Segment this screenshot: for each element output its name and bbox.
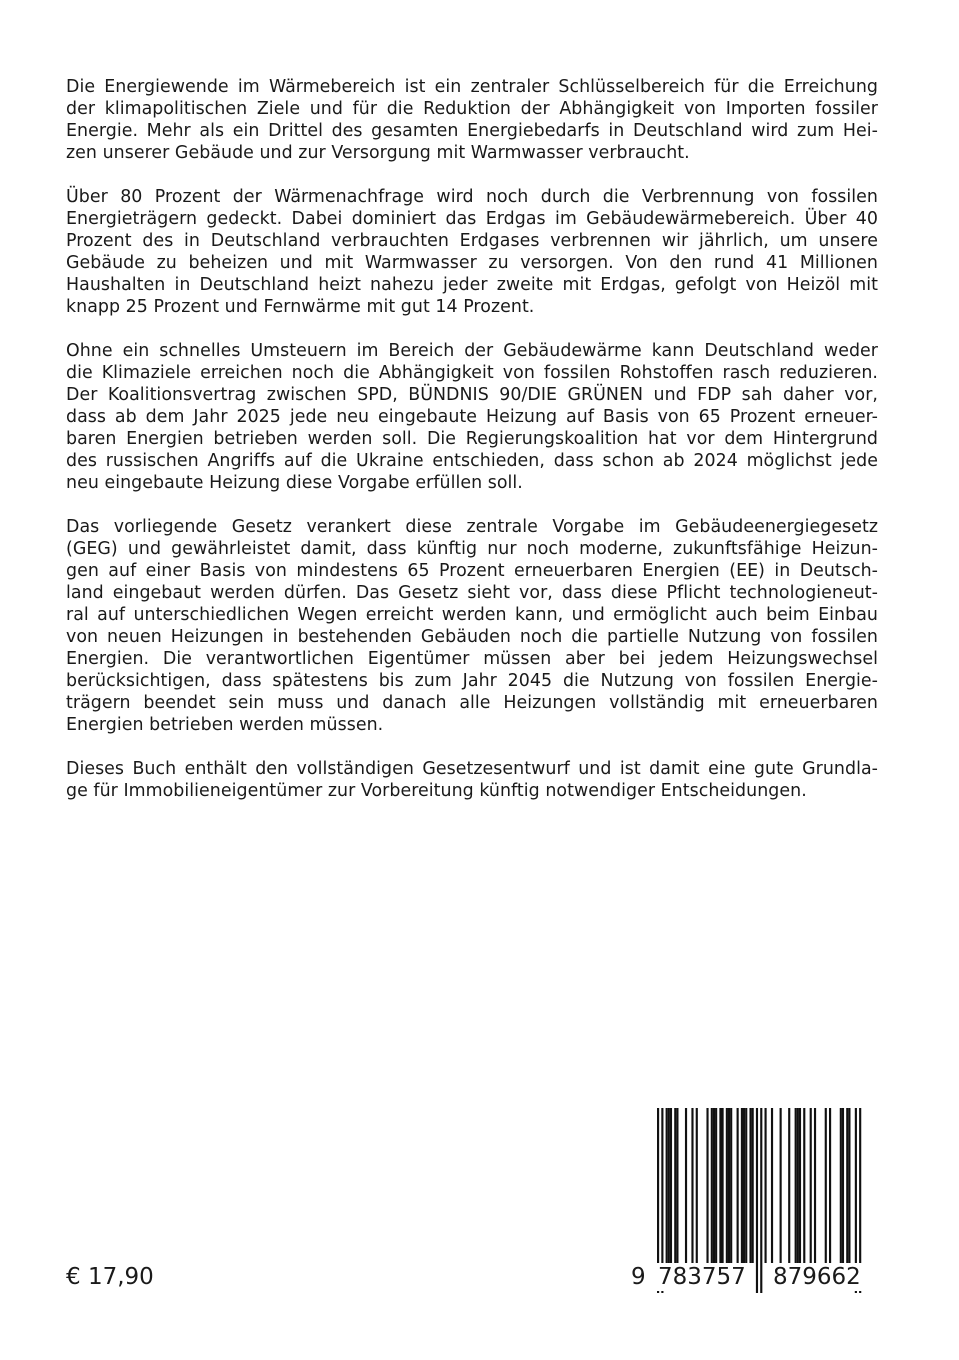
blurb-paragraph bbox=[66, 758, 878, 802]
blurb-line: ge für Immobilieneigentümer zur Vorbereitung künftig notwendiger Entscheidungen. bbox=[66, 781, 807, 801]
barcode-bar bbox=[814, 1108, 816, 1263]
blurb-line: Haushalten in Deutschland heizt nahezu jeder zweite mit Erdgas, gefolgt von Heizöl mit bbox=[66, 275, 878, 295]
barcode-bar bbox=[765, 1108, 767, 1263]
barcode-bar bbox=[788, 1108, 790, 1263]
isbn-digit-group-2: 783757 bbox=[658, 1264, 746, 1290]
barcode-bar bbox=[745, 1108, 747, 1263]
blurb-paragraph bbox=[66, 76, 878, 164]
blurb-line: trägern beendet sein muss und danach alle Heizungen vollständig mit erneuerbaren bbox=[66, 693, 878, 713]
barcode-bar bbox=[825, 1108, 827, 1263]
barcode-bar bbox=[719, 1108, 721, 1263]
blurb-line: Das vorliegende Gesetz verankert diese zentrale Vorgabe im Gebäudeenergiegesetz bbox=[66, 517, 878, 537]
barcode-bar bbox=[840, 1108, 842, 1263]
barcode-bar bbox=[676, 1108, 678, 1263]
barcode-bar bbox=[685, 1108, 687, 1263]
barcode-bar bbox=[846, 1108, 848, 1263]
blurb-line: Energien. Die verantwortlichen Eigentümer müssen aber bei jedem Heizungswechsel bbox=[66, 649, 878, 669]
blurb-line: der klimapolitischen Ziele und für die Reduktion der Abhängigkeit von Importen fossiler bbox=[66, 99, 878, 119]
blurb-line: baren Energien betrieben werden soll. Die Regierungskoalition hat vor dem Hintergrund bbox=[66, 429, 878, 449]
barcode-bar bbox=[795, 1108, 797, 1263]
barcode-bar bbox=[848, 1108, 850, 1263]
barcode-bar bbox=[842, 1108, 844, 1263]
blurb-line: Ohne ein schnelles Umsteuern im Bereich der Gebäudewärme kann Deutschland weder bbox=[66, 341, 878, 361]
barcode-bar bbox=[696, 1108, 698, 1263]
barcode-bar bbox=[799, 1108, 801, 1263]
blurb-line: Energien betrieben werden müssen. bbox=[66, 715, 384, 735]
barcode-bar bbox=[829, 1108, 831, 1263]
back-cover-blurb bbox=[66, 76, 878, 824]
isbn-digit-group-3: 879662 bbox=[773, 1264, 861, 1290]
barcode-bar bbox=[691, 1108, 693, 1263]
barcode-bar bbox=[737, 1108, 739, 1263]
barcode-bar bbox=[780, 1108, 782, 1263]
blurb-line: Gebäude zu beheizen und mit Warmwasser zu versorgen. Von den rund 41 Millionen bbox=[66, 253, 878, 273]
blurb-line: neu eingebaute Heizung diese Vorgabe erfüllen soll. bbox=[66, 473, 523, 493]
barcode-bar bbox=[752, 1108, 754, 1263]
barcode-bar bbox=[728, 1108, 730, 1263]
barcode-bar bbox=[743, 1108, 745, 1263]
barcode-bar bbox=[670, 1108, 672, 1263]
barcode-bar bbox=[711, 1108, 713, 1263]
blurb-paragraph bbox=[66, 340, 878, 494]
blurb-paragraph bbox=[66, 516, 878, 736]
barcode-bar bbox=[803, 1108, 805, 1263]
blurb-line: berücksichtigen, dass spätestens bis zum Jahr 2045 die Nutzung von fossilen Energie- bbox=[66, 671, 878, 691]
blurb-line: gen auf einer Basis von mindestens 65 Prozent erneuerbaren Energien (EE) in Deutsch- bbox=[66, 561, 878, 581]
blurb-line: Energie. Mehr als ein Drittel des gesamten Energiebedarfs in Deutschland wird zum Hei- bbox=[66, 121, 878, 141]
blurb-line: land eingebaut werden dürfen. Das Gesetz sieht vor, dass diese Pflicht technologieneut- bbox=[66, 583, 878, 603]
blurb-line: Prozent des in Deutschland verbrauchten Erdgases verbrennen wir jährlich, um unsere bbox=[66, 231, 878, 251]
blurb-line: Energieträgern gedeckt. Dabei dominiert das Erdgas im Gebäudewärmebereich. Über 40 bbox=[66, 209, 878, 229]
blurb-line: Die Energiewende im Wärmebereich ist ein zentraler Schlüsselbereich für die Erreichung bbox=[66, 77, 878, 97]
barcode-bar bbox=[730, 1108, 732, 1263]
barcode-bar bbox=[756, 1108, 758, 1293]
barcode-bar bbox=[674, 1108, 676, 1263]
barcode-bar bbox=[749, 1108, 751, 1263]
barcode-bar bbox=[726, 1108, 728, 1263]
barcode-bar bbox=[666, 1108, 668, 1263]
barcode-bar bbox=[760, 1108, 762, 1293]
blurb-line: (GEG) und gewährleistet damit, dass künftig nur noch moderne, zukunftsfähige Heizun- bbox=[66, 539, 878, 559]
barcode-bar bbox=[797, 1108, 799, 1263]
blurb-line: dass ab dem Jahr 2025 jede neu eingebaute Heizung auf Basis von 65 Prozent erneuer- bbox=[66, 407, 878, 427]
blurb-line: Der Koalitionsvertrag zwischen SPD, BÜNDNIS 90/DIE GRÜNEN und FDP sah daher vor, bbox=[66, 385, 878, 405]
barcode-bar bbox=[810, 1108, 812, 1263]
blurb-line: zen unserer Gebäude und zur Versorgung mit Warmwasser verbraucht. bbox=[66, 143, 690, 163]
barcode-bar bbox=[715, 1108, 717, 1263]
barcode-bar bbox=[668, 1108, 670, 1263]
blurb-line: Dieses Buch enthält den vollständigen Gesetzesentwurf und ist damit eine gute Grundla- bbox=[66, 759, 878, 779]
blurb-line: Über 80 Prozent der Wärmenachfrage wird noch durch die Verbrennung von fossilen bbox=[66, 187, 878, 207]
barcode-bar bbox=[722, 1108, 724, 1263]
blurb-line: ral auf unterschiedlichen Wegen erreicht werden kann, und ermöglicht auch beim Einbau bbox=[66, 605, 878, 625]
price-label: € 17,90 bbox=[66, 1264, 154, 1290]
barcode-bar bbox=[706, 1108, 708, 1263]
barcode-bar bbox=[741, 1108, 743, 1263]
blurb-line: die Klimaziele erreichen noch die Abhängigkeit von fossilen Rohstoffen rasch reduzieren. bbox=[66, 363, 878, 383]
blurb-line: des russischen Angriffs auf die Ukraine entschieden, dass schon ab 2024 möglichst jede bbox=[66, 451, 878, 471]
blurb-line: knapp 25 Prozent und Fernwärme mit gut 14 Prozent. bbox=[66, 297, 535, 317]
blurb-line: von neuen Heizungen in bestehenden Gebäuden noch die partielle Nutzung von fossilen bbox=[66, 627, 878, 647]
barcode-bar bbox=[713, 1108, 715, 1263]
blurb-paragraph bbox=[66, 186, 878, 318]
barcode-bar bbox=[771, 1108, 773, 1263]
isbn-digit-group-1: 9 bbox=[631, 1264, 646, 1290]
